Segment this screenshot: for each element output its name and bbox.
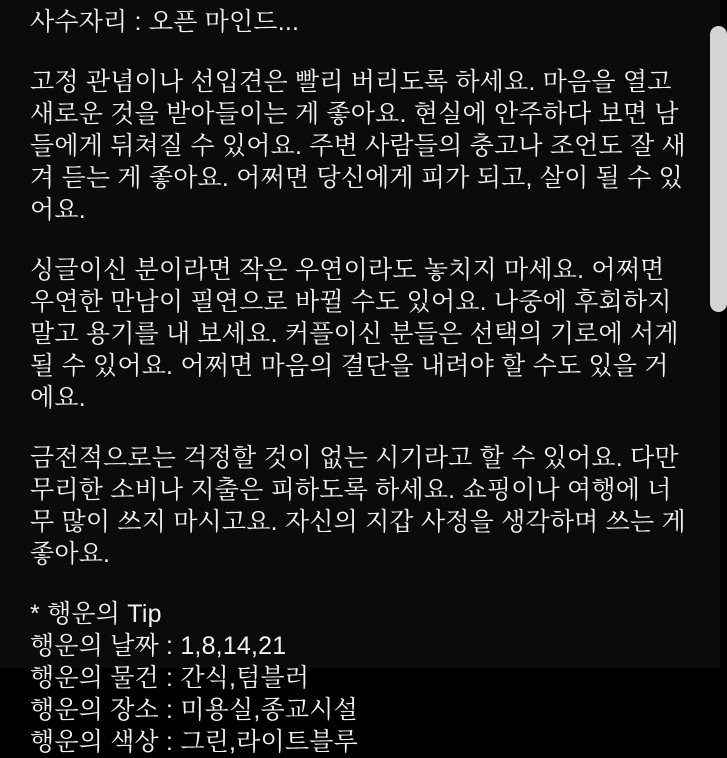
paragraph-money-advice: 금전적으로는 걱정할 것이 없는 시기라고 할 수 있어요. 다만 무리한 소비나 지출은 피하도록 하세요. 쇼핑이나 여행에 너무 많이 쓰지 마시고요. 자신의 지갑 사정을 생각하며 쓰는 게 좋아요. [30, 444, 686, 568]
horoscope-text-view [30, 6, 692, 758]
lucky-tip-date: 행운의 날짜 : 1,8,14,21 [30, 632, 287, 660]
page-title: 사수자리 : 오픈 마인드... [30, 8, 300, 36]
lucky-tip-item: 행운의 물건 : 간식,텀블러 [30, 664, 310, 692]
lucky-tips-section [30, 598, 692, 758]
lucky-tips-heading: * 행운의 Tip [30, 600, 162, 628]
lucky-tip-color: 행운의 색상 : 그린,라이트블루 [30, 728, 358, 756]
paragraph-general-advice: 고정 관념이나 선입견은 빨리 버리도록 하세요. 마음을 열고 새로운 것을 받아들이는 게 좋아요. 현실에 안주하다 보면 남들에게 뒤쳐질 수 있어요. 주변 사람들의 충고나 조언도 잘 새겨 듣는 게 좋아요. 어쩌면 당신에게 피가 되고, 살이 될 수 있어요. [30, 68, 686, 224]
lucky-tip-place: 행운의 장소 : 미용실,종교시설 [30, 696, 358, 724]
scrollbar-thumb[interactable] [710, 26, 727, 312]
paragraph-love-advice: 싱글이신 분이라면 작은 우연이라도 놓치지 마세요. 어쩌면 우연한 만남이 필연으로 바뀔 수도 있어요. 나중에 후회하지 말고 용기를 내 보세요. 커플이신 분들은 선택의 기로에 서게 될 수 있어요. 어쩌면 마음의 결단을 내려야 할 수도 있을 거에요. [30, 256, 679, 412]
